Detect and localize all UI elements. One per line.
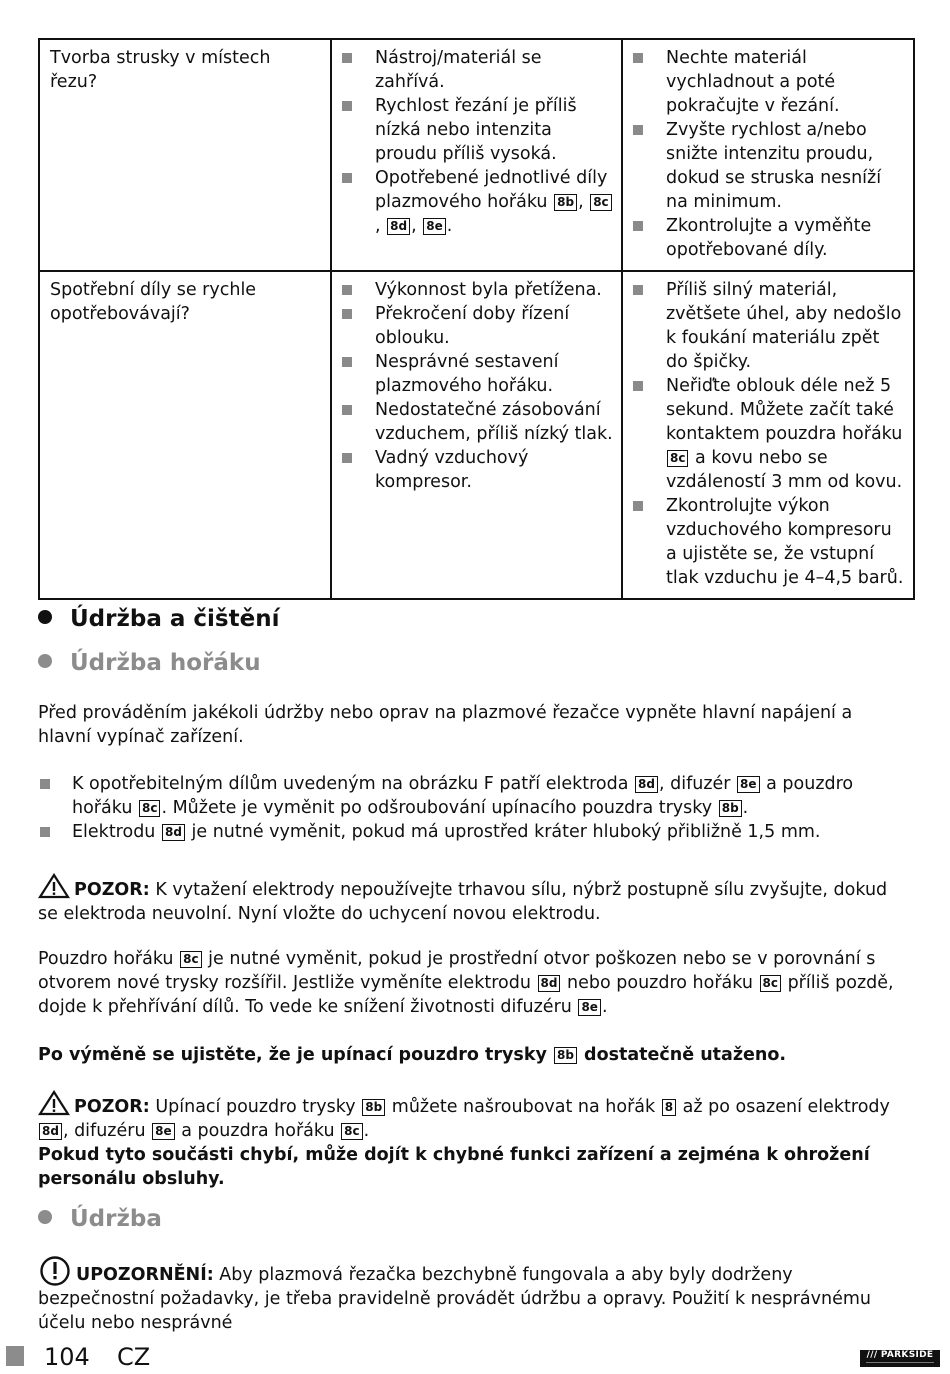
list-item: Zvyšte rychlost a/nebo snižte intenzitu proudu, dokud se struska nesníží na minimum.: [633, 118, 905, 214]
bullet-dot-icon: [38, 1210, 52, 1224]
table-row: [39, 39, 914, 271]
problem-cell: Tvorba strusky v místech řezu?: [39, 39, 331, 271]
solution-cell: [622, 271, 914, 599]
footer-marker: [6, 1346, 24, 1366]
cause-list: [342, 278, 613, 494]
list-item: Rychlost řezání je příliš nízká nebo intenzita proudu příliš vysoká.: [342, 94, 613, 166]
page-number: 104: [44, 1343, 90, 1371]
list-item: Překročení doby řízení oblouku.: [342, 302, 613, 350]
ref-8b: 8b: [554, 194, 577, 211]
pozor-paragraph-2: POZOR: Upínací pouzdro trysky 8b můžete našroubovat na hořák 8 až po osazení elektrody 8d , difuzéru 8e a pouzdra hořáku 8c . Pokud tyto součásti chybí, může dojít k chybné funkci zařízení a zejména k ohrožení personálu obsluhy.: [38, 1090, 908, 1191]
cause-cell: [331, 271, 622, 599]
table-row: [39, 271, 914, 599]
list-item: Výkonnost byla přetížena.: [342, 278, 613, 302]
list-item: Příliš silný materiál, zvětšete úhel, aby nedošlo k foukání materiálu zpět do špičky.: [633, 278, 905, 374]
ref-8b: 8b: [554, 1047, 577, 1064]
ref-8: 8: [662, 1099, 676, 1116]
ref-8d: 8d: [635, 776, 658, 793]
solution-list: [633, 278, 905, 590]
list-item: Neřiďte oblouk déle než 5 sekund. Můžete začít také kontaktem pouzdra hořáku 8c a kovu nebo se vzdáleností 3 mm od kovu.: [633, 374, 905, 494]
ref-8c: 8c: [667, 450, 688, 467]
list-item: Zkontrolujte výkon vzduchového kompresoru a ujistěte se, že vstupní tlak vzduchu je 4–4,5 barů.: [633, 494, 905, 590]
ref-8d: 8d: [162, 824, 185, 841]
list-item: Vadný vzduchový kompresor.: [342, 446, 613, 494]
heading-torch-maintenance: Údržba hořáku: [38, 648, 261, 678]
heading-maintenance: Údržba: [38, 1204, 162, 1234]
ref-8e: 8e: [578, 999, 601, 1016]
solution-cell: [622, 39, 914, 271]
list-item: Opotřebené jednotlivé díly plazmového hořáku 8b , 8c, 8d , 8e .: [342, 166, 613, 238]
ref-8d: 8d: [387, 218, 410, 235]
brand-logo: /// PARKSIDE: [860, 1350, 940, 1367]
warning-triangle-icon: [38, 873, 70, 899]
ref-8e: 8e: [737, 776, 760, 793]
ref-8d: 8d: [538, 975, 561, 992]
list-item: Nástroj/materiál se zahřívá.: [342, 46, 613, 94]
problem-cell: Spotřební díly se rychle opotřebovávají?: [39, 271, 331, 599]
bullet-dot-icon: [38, 654, 52, 668]
wear-parts-list: [38, 772, 913, 844]
list-item: K opotřebitelným dílům uvedeným na obrázku F patří elektroda 8d , difuzér 8e a pouzdro hořáku 8c . Můžete je vyměnit po odšroubování upínacího pouzdra trysky 8b .: [38, 772, 913, 820]
pozor-paragraph-1: POZOR: K vytažení elektrody nepoužívejte trhavou sílu, nýbrž postupně sílu zvyšujte, dokud se elektroda neuvolní. Nyní vložte do uchycení novou elektrodu.: [38, 873, 908, 926]
ref-8c: 8c: [139, 800, 160, 817]
housing-paragraph: Pouzdro hořáku 8c je nutné vyměnit, pokud je prostřední otvor poškozen nebo se v porovnání s otvorem nové trysky rozšířil. Jestliže vyměníte elektrodu 8d nebo pouzdro hořáku 8c příliš pozdě, dojde k přehřívání dílů. To vede ke snížení životnosti difuzéru 8e .: [38, 949, 894, 1017]
ref-8d: 8d: [39, 1123, 62, 1140]
ref-8c: 8c: [590, 194, 611, 211]
intro-paragraph: Před prováděním jakékoli údržby nebo oprav na plazmové řezačce vypněte hlavní napájení a hlavní vypínač zařízení.: [38, 703, 853, 747]
ref-8c: 8c: [760, 975, 781, 992]
ref-8b: 8b: [719, 800, 742, 817]
exclamation-circle-icon: [38, 1256, 72, 1286]
cause-list: [342, 46, 613, 238]
list-item: Nechte materiál vychladnout a poté pokračujte v řezání.: [633, 46, 905, 118]
solution-list: [633, 46, 905, 262]
bold-check-paragraph: Po výměně se ujistěte, že je upínací pouzdro trysky 8b dostatečně utaženo.: [38, 1045, 787, 1065]
ref-8b: 8b: [362, 1099, 385, 1116]
troubleshooting-table: [38, 38, 915, 600]
heading-maintenance-cleaning: Údržba a čištění: [38, 604, 279, 634]
ref-8e: 8e: [152, 1123, 175, 1140]
list-item: Nedostatečné zásobování vzduchem, příliš nízký tlak.: [342, 398, 613, 446]
ref-8c: 8c: [341, 1123, 362, 1140]
bullet-dot-icon: [38, 610, 52, 624]
ref-8e: 8e: [423, 218, 446, 235]
list-item: Elektrodu 8d je nutné vyměnit, pokud má uprostřed kráter hluboký přibližně 1,5 mm.: [38, 820, 913, 844]
bold-warning: Pokud tyto součásti chybí, může dojít k chybné funkci zařízení a zejména k ohrožení personálu obsluhy.: [38, 1145, 870, 1189]
language-code: CZ: [117, 1343, 151, 1371]
warning-triangle-icon: [38, 1090, 70, 1116]
upozorneni-paragraph: UPOZORNĚNÍ: Aby plazmová řezačka bezchybně fungovala a aby byly dodrženy bezpečnostní požadavky, je třeba pravidelně provádět údržbu a opravy. Použití k nesprávnému účelu nebo nesprávné: [38, 1256, 908, 1335]
list-item: Nesprávné sestavení plazmového hořáku.: [342, 350, 613, 398]
list-item: Zkontrolujte a vyměňte opotřebované díly.: [633, 214, 905, 262]
ref-8c: 8c: [180, 951, 201, 968]
cause-cell: [331, 39, 622, 271]
